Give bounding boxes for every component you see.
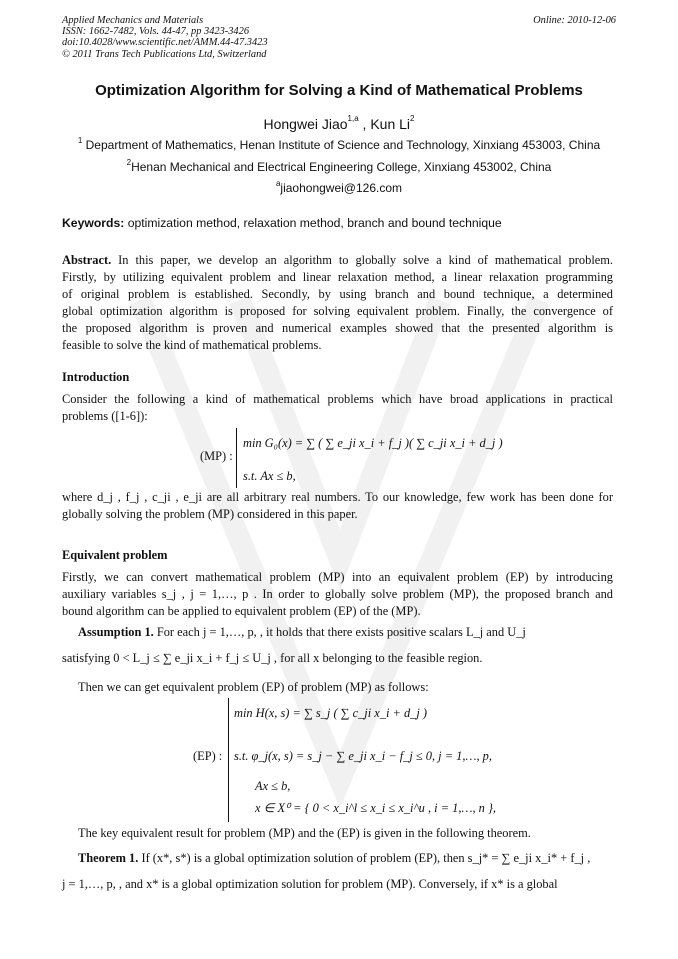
online-date: Online: 2010-12-06 bbox=[533, 15, 616, 26]
intro-paragraph: Consider the following a kind of mathematical problems which have broad applications in practical problems ([1-6]): bbox=[62, 392, 613, 423]
abstract-label: Abstract. bbox=[62, 253, 112, 267]
ep-label: (EP) : bbox=[193, 749, 223, 763]
theorem-label: Theorem 1. bbox=[78, 851, 139, 865]
copyright-line: © 2011 Trans Tech Publications Ltd, Switzerland bbox=[62, 48, 267, 60]
assumption-label: Assumption 1. bbox=[78, 625, 154, 639]
issn-line: ISSN: 1662-7482, Vols. 44-47, pp 3423-3426 bbox=[62, 26, 250, 38]
mp-brace bbox=[236, 428, 237, 488]
then-line: Then we can get equivalent problem (EP) of problem (MP) as follows: bbox=[78, 680, 429, 694]
section-heading-introduction: Introduction bbox=[62, 370, 130, 384]
ep-objective: min H(x, s) = ∑ s_j ( ∑ c_ji x_i + d_j ) bbox=[234, 706, 428, 720]
mp-label: (MP) : bbox=[200, 449, 233, 463]
assumption-1: Assumption 1. For each j = 1,…, p, , it holds that there exists positive scalars L_j and U_j satisfying 0 < L_j ≤ ∑ e_ji x_i + f_j ≤ U_j , for all x belonging to the feasible region. bbox=[62, 625, 526, 665]
journal-header bbox=[62, 15, 268, 60]
author-1-sup: 1,a bbox=[347, 114, 359, 123]
author-1: Hongwei Jiao bbox=[263, 116, 348, 132]
abstract: Abstract. In this paper, we develop an algorithm to globally solve a kind of mathematical problem. Firstly, by utilizing equivalent problem and linear relaxation method, a linear relaxation programming of original problem is established. Secondly, by using branch and bound technique, a determined global optimization algorithm is proposed for solving equivalent problem. Finally, the convergence of the proposed algorithm is proven and numerical examples showed that the presented algorithm is feasible to solve the kind of mathematical problems. bbox=[62, 253, 613, 352]
email-line[interactable]: $^a$jiaohongwei@126.com bbox=[275, 179, 403, 195]
section-heading-equivalent: Equivalent problem bbox=[62, 548, 168, 562]
mp-constraint: s.t. Ax ≤ b, bbox=[243, 469, 296, 483]
journal-name: Applied Mechanics and Materials bbox=[62, 15, 204, 26]
ep-domain: x ∈ X⁰ = { 0 < x_i^l ≤ x_i ≤ x_i^u , i = 1,…, n }, bbox=[255, 801, 497, 815]
equivalent-paragraph: Firstly, we can convert mathematical problem (MP) into an equivalent problem (EP) by introducing auxiliary variables s_j , j = 1,…, p . In order to globally solve problem (MP), the proposed branch and bound algorithm can be applied to equivalent problem (EP) of the (MP). bbox=[62, 570, 613, 618]
keywords: Keywords: optimization method, relaxation method, branch and bound technique bbox=[62, 216, 502, 230]
author-2: Kun Li bbox=[370, 116, 411, 132]
key-line: The key equivalent result for problem (MP) and the (EP) is given in the following theorem. bbox=[78, 826, 531, 840]
author-line bbox=[0, 116, 678, 132]
doi-line: doi:10.4028/www.scientific.net/AMM.44-47.3423 bbox=[62, 37, 268, 49]
theorem-1: Theorem 1. If (x*, s*) is a global optimization solution of problem (EP), then s_j* = ∑ e_ji x_i* + f_j , j = 1,…, p, , and x* is a global optimization solution for problem (MP). Conversely, if x* is a global bbox=[62, 851, 591, 891]
ep-constraint-phi: s.t. φ_j(x, s) = s_j − ∑ e_ji x_i − f_j ≤ 0, j = 1,…, p, bbox=[234, 749, 492, 763]
intro-after: where d_j , f_j , c_ji , e_ji are all arbitrary real numbers. To our knowledge, few work has been done for globally solving the problem (MP) considered in this paper. bbox=[62, 490, 613, 521]
mp-objective: min G₀(x) = ∑ ( ∑ e_ji x_i + f_j )( ∑ c_ji x_i + d_j ) bbox=[243, 436, 503, 450]
author-2-sup: 2 bbox=[410, 114, 415, 123]
ep-constraint-ax: Ax ≤ b, bbox=[255, 779, 291, 793]
ep-brace bbox=[228, 698, 229, 822]
author-separator: , bbox=[358, 116, 371, 132]
paper-title: Optimization Algorithm for Solving a Kind of Mathematical Problems bbox=[95, 82, 583, 99]
affiliation-1: $^1$ Department of Mathematics, Henan Institute of Science and Technology, Xinxiang 453003, China bbox=[77, 136, 601, 152]
affiliation-2: $^2$Henan Mechanical and Electrical Engineering College, Xinxiang 453002, China bbox=[126, 158, 552, 174]
